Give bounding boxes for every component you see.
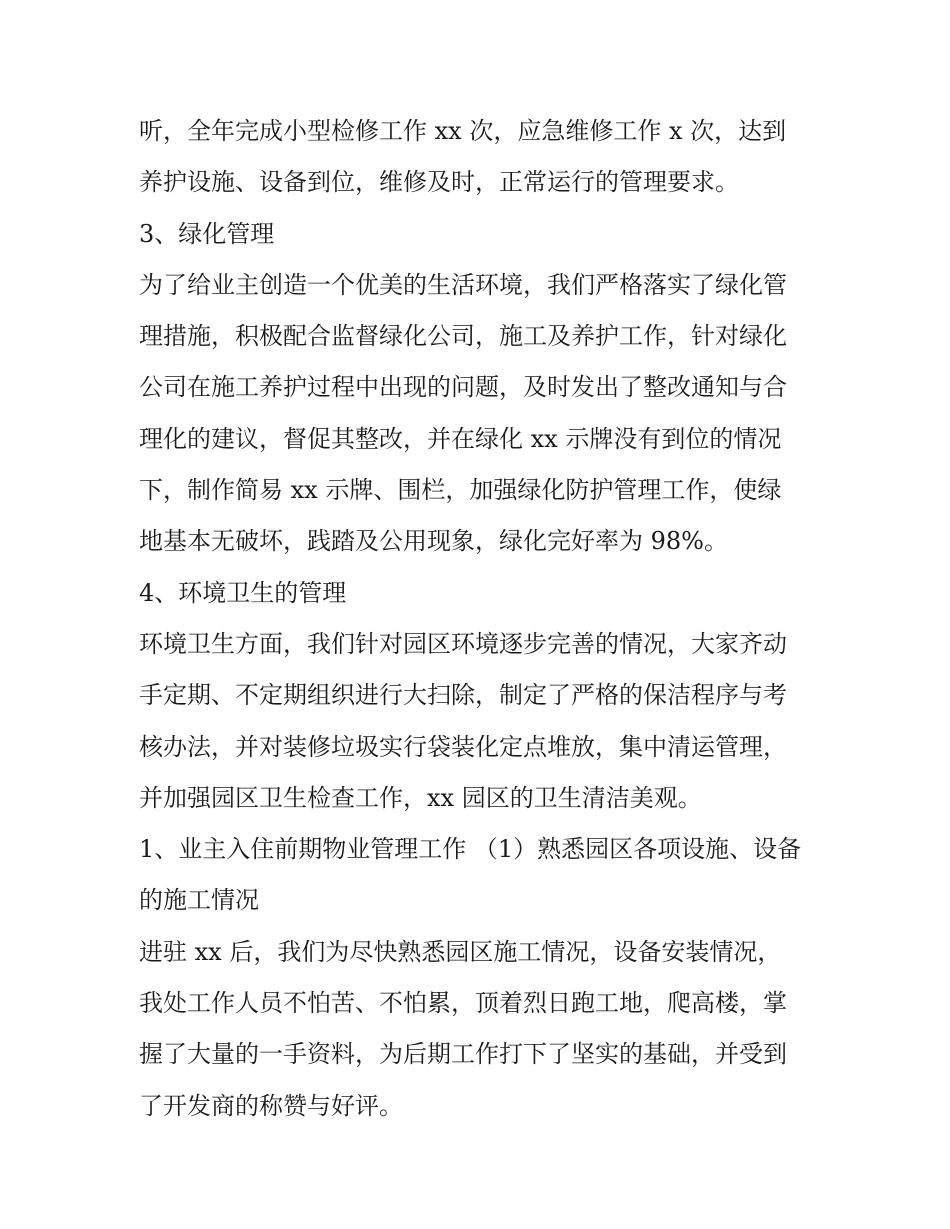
text-line: 了开发商的称赞与好评。	[139, 1091, 403, 1120]
text-line: 手定期、不定期组织进行大扫除，制定了严格的保洁程序与考	[139, 681, 787, 710]
section-heading-pre-occupancy: 1、业主入住前期物业管理工作 （1）熟悉园区各项设施、设备	[139, 835, 802, 864]
text-line: 公司在施工养护过程中出现的问题，及时发出了整改通知与合	[139, 373, 787, 402]
text-line: 握了大量的一手资料，为后期工作打下了坚实的基础，并受到	[139, 1040, 787, 1069]
text-line: 核办法，并对装修垃圾实行袋装化定点堆放，集中清运管理，	[139, 732, 787, 761]
text-line: 进驻 xx 后，我们为尽快熟悉园区施工情况，设备安装情况，	[139, 937, 782, 966]
text-line: 为了给业主创造一个优美的生活环境，我们严格落实了绿化管	[139, 270, 787, 299]
text-line: 我处工作人员不怕苦、不怕累，顶着烈日跑工地，爬高楼，掌	[139, 989, 787, 1018]
text-line: 理化的建议，督促其整改，并在绿化 xx 示牌没有到位的情况	[139, 424, 782, 453]
text-line: 并加强园区卫生检查工作，xx 园区的卫生清洁美观。	[139, 783, 702, 812]
text-line: 理措施，积极配合监督绿化公司，施工及养护工作，针对绿化	[139, 322, 787, 351]
text-line: 地基本无破坏，践踏及公用现象，绿化完好率为 98%。	[139, 527, 728, 556]
section-heading-greening: 3、绿化管理	[139, 219, 275, 248]
text-line: 下，制作简易 xx 示牌、围栏，加强绿化防护管理工作，使绿	[139, 476, 782, 505]
text-line: 养护设施、设备到位，维修及时，正常运行的管理要求。	[139, 168, 739, 197]
text-line: 环境卫生方面，我们针对园区环境逐步完善的情况，大家齐动	[139, 629, 787, 658]
section-heading-sanitation: 4、环境卫生的管理	[139, 578, 347, 607]
text-line: 听，全年完成小型检修工作 xx 次，应急维修工作 x 次，达到	[139, 117, 787, 145]
text-line: 的施工情况	[139, 886, 259, 915]
document-body	[139, 106, 829, 1132]
